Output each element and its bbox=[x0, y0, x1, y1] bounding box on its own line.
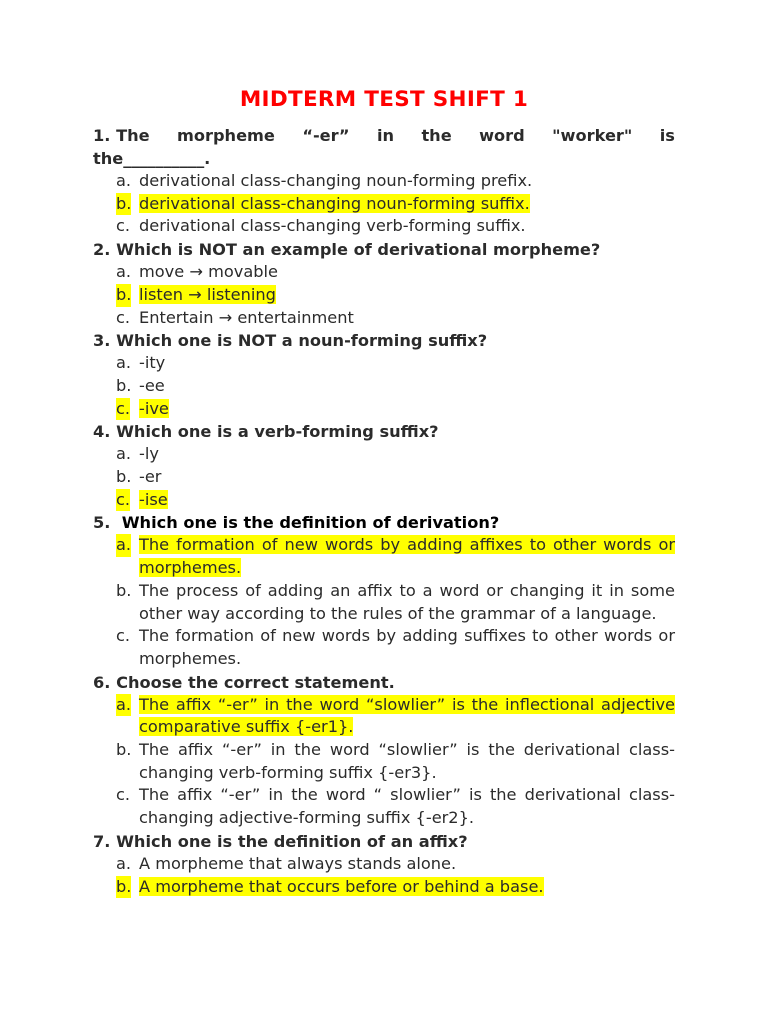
question-1-line-1 bbox=[93, 124, 675, 147]
option-list bbox=[93, 443, 675, 511]
option-letter: b. bbox=[116, 193, 131, 216]
option-b bbox=[93, 375, 675, 398]
option-c bbox=[93, 215, 675, 238]
option-letter: a. bbox=[116, 171, 132, 190]
option-a bbox=[93, 170, 675, 193]
option-letter: c. bbox=[116, 398, 130, 421]
option-text: derivational class-changing noun-forming prefix. bbox=[139, 171, 533, 190]
option-list bbox=[93, 261, 675, 329]
option-letter: a. bbox=[116, 694, 131, 717]
option-letter: b. bbox=[116, 876, 131, 899]
option-list bbox=[93, 170, 675, 238]
option-text: Entertain → entertainment bbox=[139, 307, 354, 327]
option-a-answer bbox=[93, 534, 675, 579]
option-letter: b. bbox=[116, 740, 132, 760]
question-word: word bbox=[479, 126, 525, 145]
option-text: The affix “-er” in the word “slowlier” is the inflectional adjective comparative suffix {-er1}. bbox=[139, 694, 675, 737]
option-text: The formation of new words by adding suffixes to other words or morphemes. bbox=[139, 626, 675, 668]
option-letter: a. bbox=[116, 534, 131, 557]
question-word: in bbox=[376, 126, 395, 145]
option-letter: b. bbox=[116, 580, 132, 600]
option-b bbox=[93, 466, 675, 489]
option-a bbox=[93, 261, 675, 284]
option-c bbox=[93, 784, 675, 829]
question-text: 3. Which one is NOT a noun-forming suffix? bbox=[93, 331, 488, 351]
option-letter: b. bbox=[116, 467, 132, 487]
option-letter: b. bbox=[116, 375, 132, 395]
option-text: -ly bbox=[139, 444, 159, 464]
question-6 bbox=[93, 671, 675, 830]
option-c-answer bbox=[93, 398, 675, 421]
question-text: 2. Which is NOT an example of derivational morpheme? bbox=[93, 240, 601, 260]
page-title: MIDTERM TEST SHIFT 1 bbox=[239, 87, 529, 112]
option-list bbox=[93, 853, 675, 898]
question-3 bbox=[93, 329, 675, 420]
option-c bbox=[93, 625, 675, 670]
question-text: 6. Choose the correct statement. bbox=[93, 672, 395, 692]
option-text: A morpheme that occurs before or behind a base. bbox=[139, 876, 544, 896]
option-list bbox=[93, 352, 675, 420]
option-b bbox=[93, 580, 675, 625]
question-text bbox=[93, 124, 675, 170]
option-b-answer bbox=[93, 284, 675, 307]
option-text: -ise bbox=[139, 489, 168, 509]
option-letter: a. bbox=[116, 444, 132, 464]
option-text: -ee bbox=[139, 375, 165, 395]
option-text: A morpheme that always stands alone. bbox=[139, 853, 457, 873]
option-a bbox=[93, 853, 675, 876]
question-text: 5. Which one is the definition of derivation? bbox=[93, 513, 500, 533]
question-5 bbox=[93, 511, 675, 670]
option-letter: a. bbox=[116, 853, 132, 873]
option-text: derivational class-changing verb-forming suffix. bbox=[139, 216, 526, 236]
option-a bbox=[93, 352, 675, 375]
option-b bbox=[93, 739, 675, 784]
question-word: morpheme bbox=[177, 126, 275, 145]
option-text: move → movable bbox=[139, 262, 278, 282]
option-text: The process of adding an affix to a word or changing it in some other way according to the rules of the grammar of a language. bbox=[139, 580, 675, 623]
option-list bbox=[93, 534, 675, 670]
document-page bbox=[93, 86, 675, 898]
option-text: The affix “-er” in the word “slowlier” is the derivational class-changing verb-forming suffix {-er3}. bbox=[139, 740, 675, 782]
option-b-answer bbox=[93, 876, 675, 899]
option-c bbox=[93, 307, 675, 330]
option-letter: c. bbox=[116, 307, 131, 327]
question-2 bbox=[93, 238, 675, 329]
option-text: -ity bbox=[139, 353, 166, 373]
option-letter: c. bbox=[116, 489, 130, 512]
option-text: derivational class-changing noun-forming suffix. bbox=[139, 193, 530, 213]
option-letter: c. bbox=[116, 785, 131, 805]
option-letter: a. bbox=[116, 262, 132, 282]
question-word: is bbox=[659, 126, 675, 145]
option-a-answer bbox=[93, 694, 675, 739]
option-c-answer bbox=[93, 489, 675, 512]
question-text: 7. Which one is the definition of an affix? bbox=[93, 831, 468, 851]
option-letter: a. bbox=[116, 353, 132, 373]
option-text: The affix “-er” in the word “ slowlier” is the derivational class-changing adjective-forming suffix {-er2}. bbox=[139, 785, 675, 828]
question-4 bbox=[93, 420, 675, 511]
option-text: -ive bbox=[139, 398, 169, 418]
option-text: -er bbox=[139, 467, 162, 487]
option-text: listen → listening bbox=[139, 284, 276, 304]
option-letter: c. bbox=[116, 626, 131, 646]
option-text: The formation of new words by adding affixes to other words or morphemes. bbox=[139, 535, 675, 578]
question-word: 1. The bbox=[93, 126, 150, 145]
question-word: the bbox=[421, 126, 452, 145]
question-7 bbox=[93, 830, 675, 898]
option-letter: c. bbox=[116, 216, 131, 236]
question-word: "worker" bbox=[552, 126, 633, 145]
option-b-answer bbox=[93, 193, 675, 216]
option-list bbox=[93, 694, 675, 830]
option-a bbox=[93, 443, 675, 466]
option-letter: b. bbox=[116, 284, 131, 307]
question-1-line-2: the__________. bbox=[93, 149, 211, 168]
question-1 bbox=[93, 124, 675, 238]
question-text: 4. Which one is a verb-forming suffix? bbox=[93, 422, 439, 442]
question-word: “-er” bbox=[302, 126, 350, 145]
